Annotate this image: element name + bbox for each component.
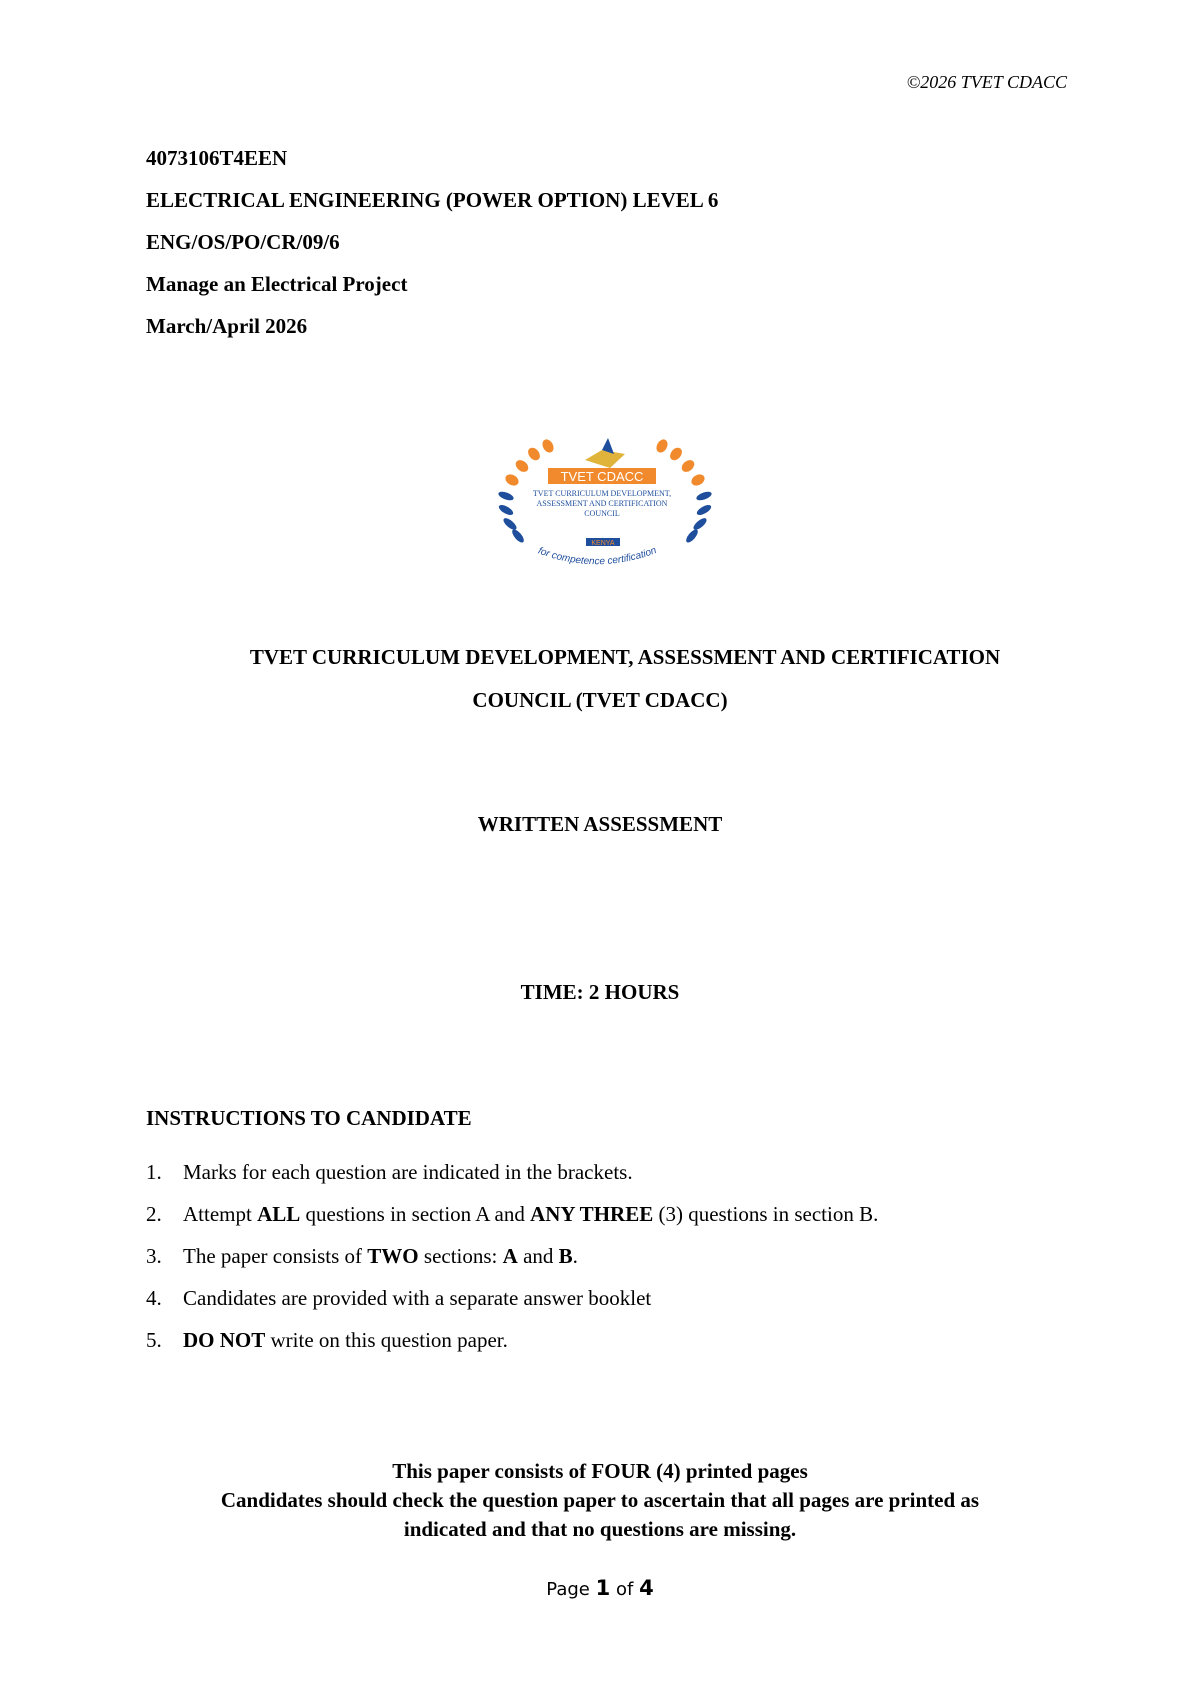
unit-title: Manage an Electrical Project [146, 272, 408, 296]
instruction-text: Attempt ALL questions in section A and ANY THREE (3) questions in section B. [183, 1202, 879, 1226]
copyright-notice: ©2026 TVET CDACC [906, 72, 1067, 92]
instruction-item [146, 1160, 1096, 1202]
course-title: ELECTRICAL ENGINEERING (POWER OPTION) LEVEL 6 [146, 188, 719, 212]
instruction-text: The paper consists of TWO sections: A and B. [183, 1244, 578, 1268]
instruction-text: Candidates are provided with a separate answer booklet [183, 1286, 652, 1310]
tvet-cdacc-logo [490, 432, 720, 592]
instruction-item [146, 1202, 1096, 1244]
instruction-text: DO NOT write on this question paper. [183, 1328, 508, 1352]
page-total: 4 [639, 1576, 654, 1600]
unit-code: ENG/OS/PO/CR/09/6 [146, 230, 340, 254]
check-pages-note-line2: indicated and that no questions are missing. [403, 1517, 797, 1541]
page-number [0, 1576, 1200, 1600]
instruction-number: 2. [146, 1202, 162, 1226]
exam-time: TIME: 2 HOURS [520, 980, 680, 1004]
instructions-title: INSTRUCTIONS TO CANDIDATE [146, 1106, 472, 1130]
instruction-number: 3. [146, 1244, 162, 1268]
page-current: 1 [595, 1576, 611, 1600]
page-of: of [615, 1579, 634, 1600]
council-name-line1: TVET CURRICULUM DEVELOPMENT, ASSESSMENT AND CERTIFICATION [249, 645, 1001, 669]
instruction-number: 4. [146, 1286, 162, 1310]
exam-session: March/April 2026 [146, 314, 308, 338]
logo-name-line2: ASSESSMENT AND CERTIFICATION [536, 499, 668, 508]
instruction-item [146, 1286, 1096, 1328]
check-pages-note-line1: Candidates should check the question paper to ascertain that all pages are printed as [220, 1488, 980, 1512]
instruction-number: 1. [146, 1160, 162, 1184]
logo-name-line3: COUNCIL [584, 509, 620, 518]
instruction-text: Marks for each question are indicated in the brackets. [183, 1160, 633, 1184]
svg-text:for competence certification [536, 545, 658, 567]
printed-pages-note: This paper consists of FOUR (4) printed pages [392, 1459, 808, 1483]
page-label: Page [546, 1579, 590, 1600]
logo-country: KENYA [591, 540, 615, 547]
instruction-item [146, 1244, 1096, 1286]
logo-name-line1: TVET CURRICULUM DEVELOPMENT, [532, 489, 672, 498]
paper-code: 4073106T4EEN [146, 146, 288, 170]
instruction-number: 5. [146, 1328, 162, 1352]
assessment-type: WRITTEN ASSESSMENT [477, 812, 723, 836]
instructions-list [146, 1160, 1096, 1370]
logo-abbr: TVET CDACC [560, 469, 644, 484]
logo-motto: for competence certification [536, 545, 658, 568]
instruction-item [146, 1328, 1096, 1370]
council-name-line2: COUNCIL (TVET CDACC) [472, 688, 728, 712]
